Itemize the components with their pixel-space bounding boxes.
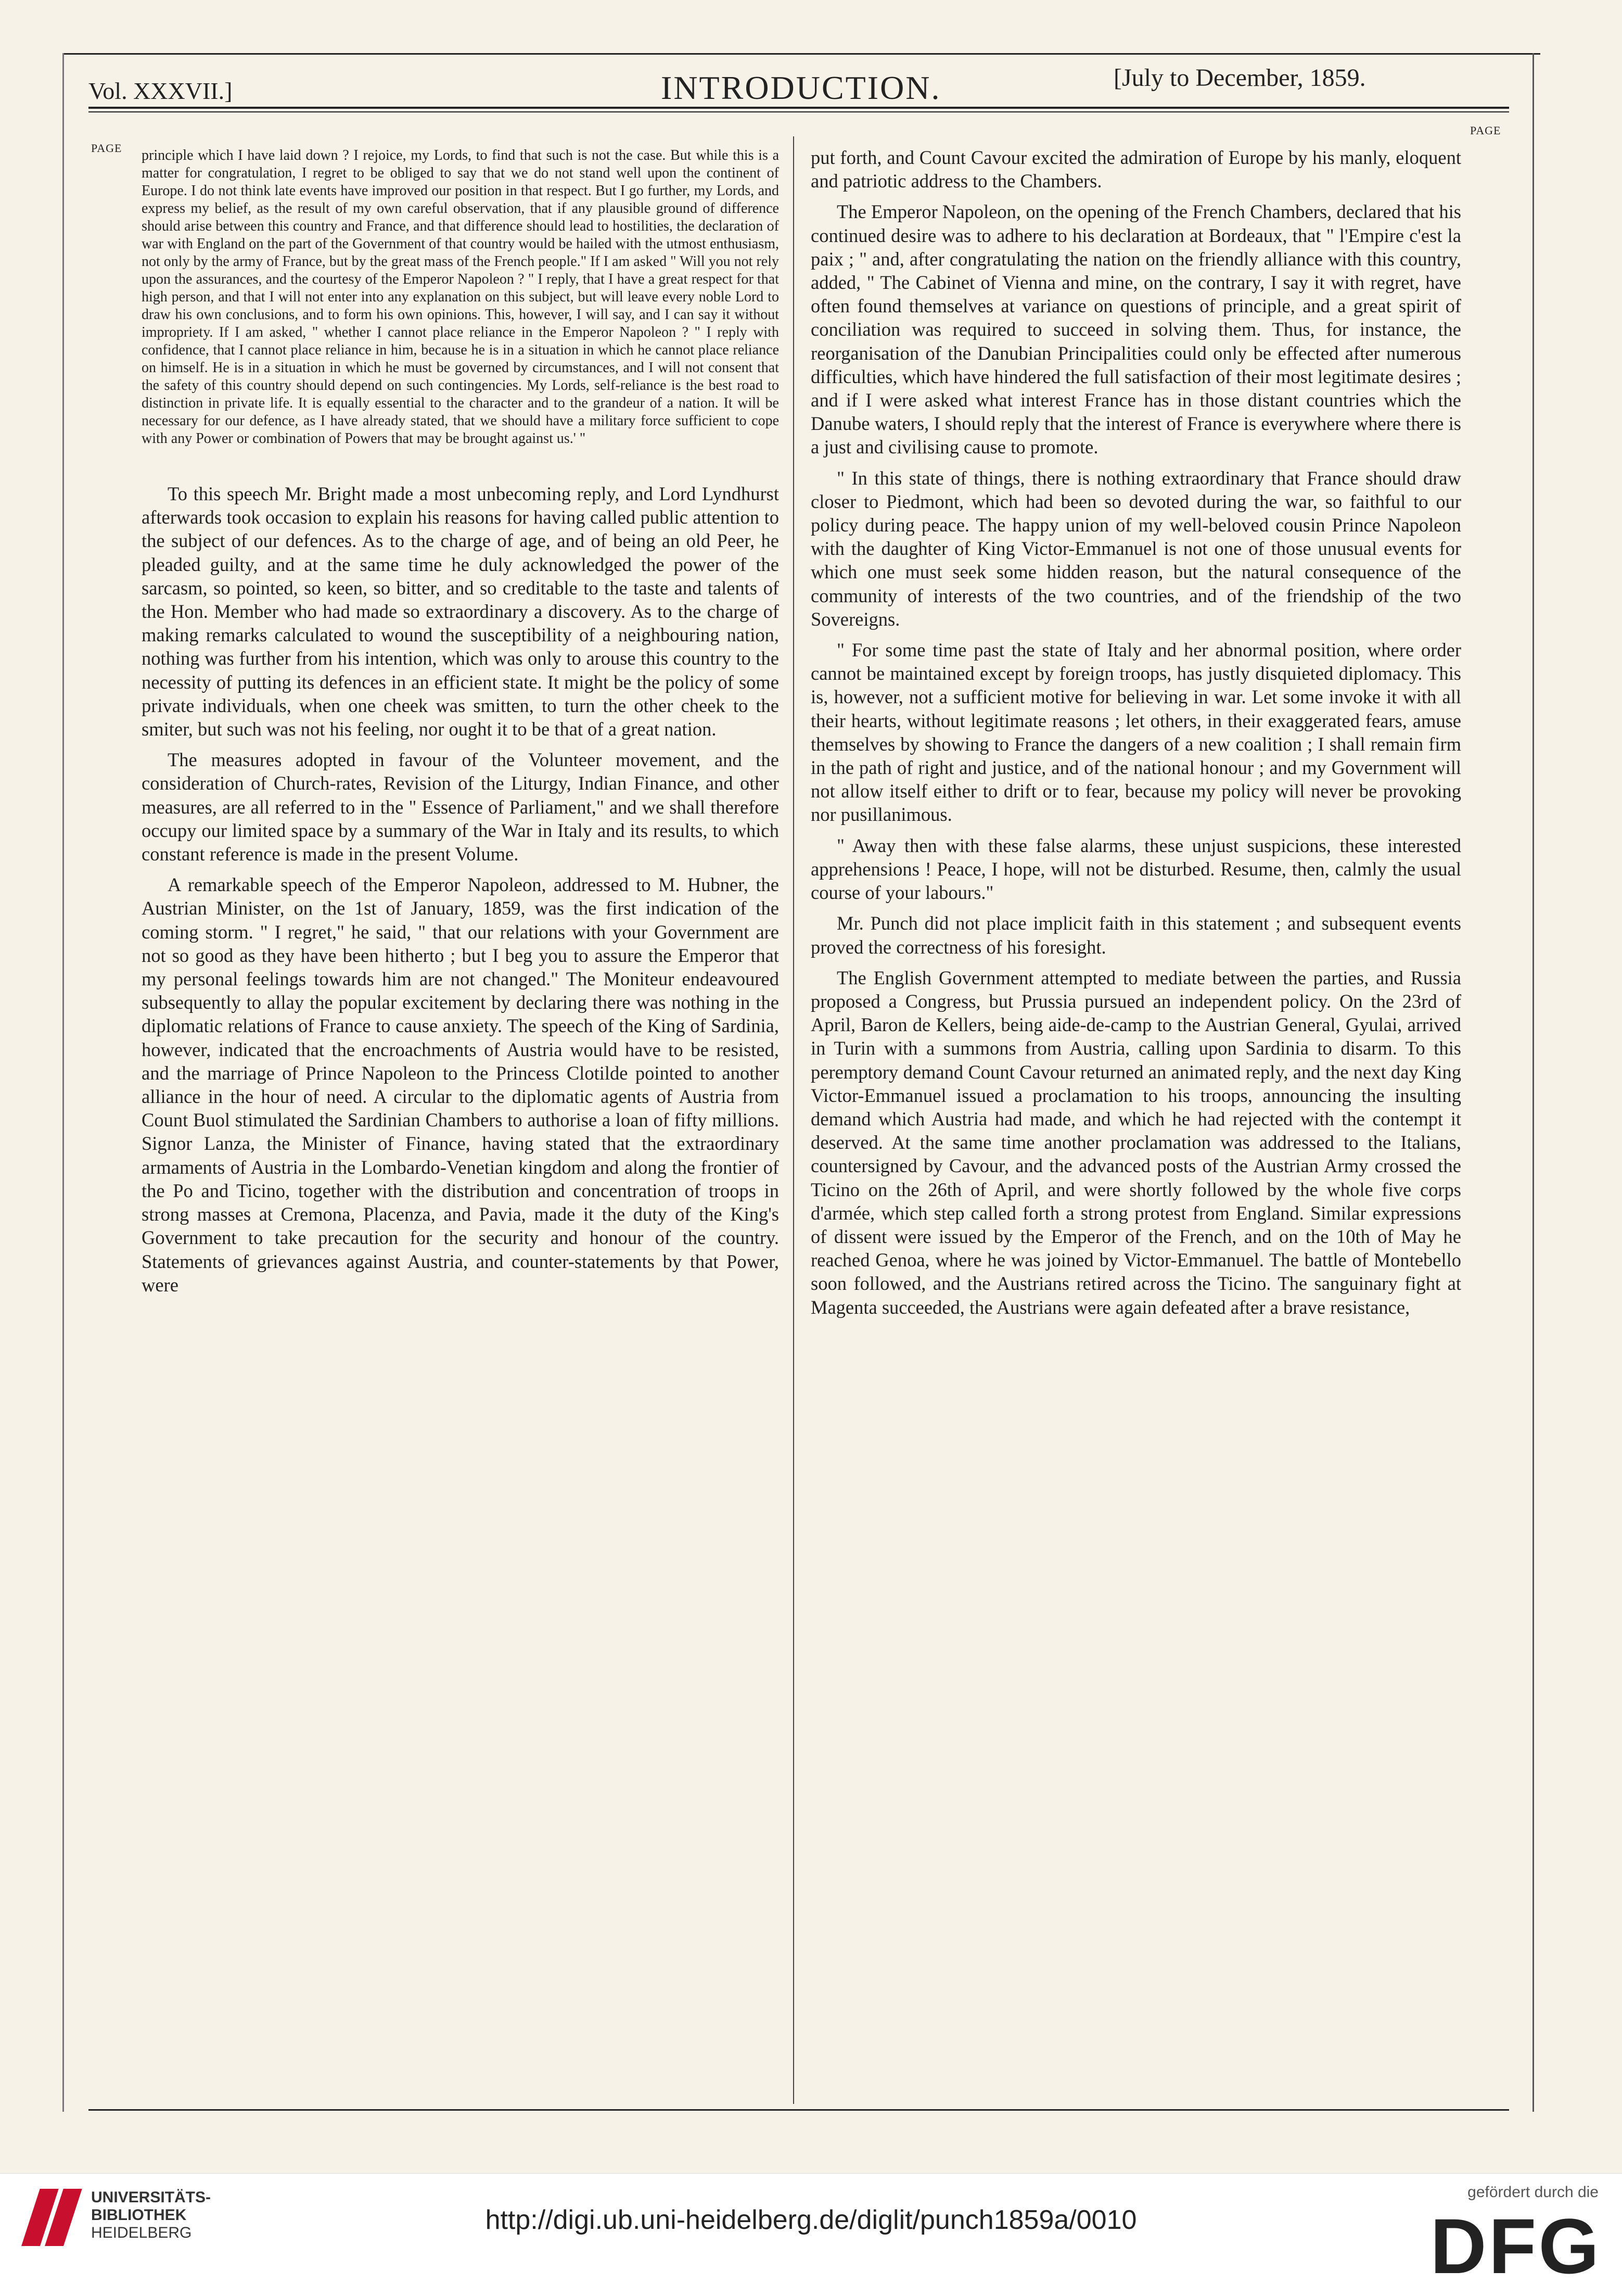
top-border [62,53,1540,55]
right-paragraph-1: put forth, and Count Cavour excited the admiration of Europe by his manly, eloquent and patriotic address to the Chambers. [811,147,1461,192]
volume-label: Vol. XXXVII.] [88,78,233,104]
right-column [811,146,1461,1326]
quoted-speech: principle which I have laid down ? I rejoice, my Lords, to find that such is not the case. But while this is a matter for congratulation, I regret to be obliged to say that we do not stand well upon the continent of Europe. I do not think late events have improved our position in that respect. But I go further, my Lords, and express my belief, as the result of my own careful observation, that if any plausible ground of difference should arise between this country and France, and that difference should lead to hostilities, the declaration of war with England on the part of the Government of that country would be hailed with the utmost enthusiasm, not only by the army of France, but by the great mass of the French people." If I am asked " Will you not rely upon the assurances, and the courtesy of the Emperor Napoleon ? " I reply, that I have a great respect for that high person, and that I will not enter into any explanation on this subject, but will leave every noble Lord to draw his own conclusions, and to form his own opinions. This, however, I will say, and I can say it without impropriety. If I am asked, " whether I cannot place reliance in the Emperor Napoleon ? " I reply with confidence, that I cannot place reliance in him, because he is in a situation in which he cannot place reliance on himself. He is in a situation in which he must be governed by circumstances, and I will not consent that the safety of this country should depend on such contingencies. My Lords, self-reliance is the best road to distinction in private life. It is equally essential to the character and to the grandeur of a nation. It will be necessary for our defence, as I have already stated, that we should have a military force sufficient to cope with any Power or combination of Powers that may be brought against us.' " [142,147,779,447]
funding-note: gefördert durch die [1467,2184,1599,2201]
page-label-right: PAGE [1470,124,1501,137]
left-paragraph-2: The measures adopted in favour of the Volunteer movement, and the consideration of Church-rates, Revision of the Liturgy, Indian Finance, and other measures, are all referred to in the " Essence of Parliament," and we shall therefore occupy our limited space by a summary of the War in Italy and its results, to which constant reference is made in the present Volume. [142,749,779,865]
left-column [142,147,779,1304]
library-line-2: BIBLIOTHEK [91,2206,187,2224]
right-paragraph-3: " In this state of things, there is nothing extraordinary that France should draw closer to Piedmont, which had been so devoted during the war, so faithful to our policy during peace. The happy union of my well-beloved cousin Prince Napoleon with the daughter of King Victor-Emmanuel is not one of those unusual events for which one must seek some hidden reason, but the natural consequence of the community of interests of the two countries, and of the friendship of the two Sovereigns. [811,467,1461,630]
left-paragraph-1: To this speech Mr. Bright made a most unbecoming reply, and Lord Lyndhurst afterwards took occasion to explain his reasons for having called public attention to the subject of our defences. As to the charge of age, and of being an old Peer, he pleaded guilty, and at the same time he duly acknowledged the power of the sarcasm, so pointed, so keen, so bitter, and so creditable to the taste and talents of the Hon. Member who had made so extraordinary a discovery. As to the charge of making remarks calculated to wound the susceptibility of a neighbouring nation, nothing was further from his intention, which was only to arouse this country to the necessity of putting its defences in an efficient state. It might be the policy of some private individuals, when one cheek was smitten, to turn the other cheek to the smiter, but such was not his feeling, nor ought it to be that of a great nation. [142,483,779,740]
header-rule-thin [88,111,1509,112]
dfg-logo: DFG [1430,2202,1601,2290]
column-divider [793,136,794,2104]
library-line-3: HEIDELBERG [91,2224,192,2241]
bottom-rule [88,2109,1509,2111]
right-paragraph-7: The English Government attempted to mediate between the parties, and Russia proposed a Congress, but Prussia pursued an independent policy. On the 23rd of April, Baron de Kellers, being aide-de-camp to the Austrian General, Gyulai, arrived in Turin with a summons from Austria, calling upon Sardinia to disarm. To this peremptory demand Count Cavour returned an animated reply, and the next day King Victor-Emmanuel issued a proclamation to his troops, announcing the insulting demand which Austria had made, and which he had rejected with the contempt it deserved. At the same time another proclamation was addressed to the Italians, countersigned by Cavour, and the advanced posts of the Austrian Army crossed the Ticino on the 26th of April, and were shortly followed by the whole five corps d'armée, which step called forth a strong protest from England. Similar expressions of dissent were issued by the Emperor of the French, and on the 10th of May he reached Genoa, where he was joined by Victor-Emmanuel. The battle of Montebello soon followed, and the Austrians retired across the Ticino. The sanguinary fight at Magenta succeeded, the Austrians were again defeated after a brave resistance, [811,967,1461,1318]
left-edge-rule [62,53,64,2112]
right-edge-rule [1532,53,1534,2112]
left-paragraph-3: A remarkable speech of the Emperor Napoleon, addressed to M. Hubner, the Austrian Minister, on the 1st of January, 1859, was the first indication of the coming storm. " I regret," he said, " that our relations with your Government are not so good as they have been hitherto ; but I beg you to assure the Emperor that my personal feelings towards him are not changed." The Moniteur endeavoured subsequently to allay the popular excitement by declaring there was nothing in the diplomatic relations of France to cause anxiety. The speech of the King of Sardinia, however, indicated that the encroachments of Austria would have to be resisted, and the marriage of Prince Napoleon to the Princess Clotilde pointed to another alliance in the hour of need. A circular to the diplomatic agents of Austria from Count Buol stimulated the Sardinian Chambers to authorise a loan of fifty millions. Signor Lanza, the Minister of Finance, having stated that the extraordinary armaments of Austria in the Lombardo-Venetian kingdom and along the frontier of the Po and Ticino, together with the distribution and concentration of troops in strong masses at Cremona, Placenza, and Pavia, made it the duty of the King's Government to take precaution for the security and honour of the country. Statements of grievances against Austria, and counter-statements by that Power, were [142,874,779,1296]
page-label-left: PAGE [91,142,122,155]
right-paragraph-4: " For some time past the state of Italy and her abnormal position, where order cannot be maintained except by foreign troops, has justly disquieted diplomacy. This is, however, not a sufficient motive for believing in war. Let some invoke it with all their hearts, without legitimate reasons ; let others, in their exaggerated fears, amuse themselves by showing to France the dangers of a new coalition ; I shall remain firm in the path of right and justice, and of the national honour ; and my Government will not allow itself either to drift or to fear, because my policy will never be provoking nor pusillanimous. [811,639,1461,826]
page-title: INTRODUCTION. [661,69,941,106]
source-url-link[interactable]: http://digi.ub.uni-heidelberg.de/diglit/punch1859a/0010 [485,2205,1137,2235]
header-rule [88,107,1509,109]
right-paragraph-2: The Emperor Napoleon, on the opening of the French Chambers, declared that his continued desire was to adhere to his declaration at Bordeaux, that " l'Empire c'est la paix ; " and, after congratulating the nation on the friendly alliance with this country, added, " The Cabinet of Vienna and mine, on the contrary, I say it with regret, have often found themselves at variance on questions of principle, and a great spirit of conciliation was required to succeed in solving them. Thus, for instance, the reorganisation of the Danubian Principalities could only be effected after numerous difficulties, which have hindered the full satisfaction of their most legitimate desires ; and if I were asked what interest France has in those distant countries which the Danube waters, I should reply that the interest of France is everywhere where there is a just and civilising cause to promote. [811,201,1461,458]
right-paragraph-5: " Away then with these false alarms, these unjust suspicions, these interested apprehensions ! Peace, I hope, will not be disturbed. Resume, then, calmly the usual course of your labours." [811,834,1461,904]
library-line-1: UNIVERSITÄTS- [91,2189,211,2206]
right-paragraph-6: Mr. Punch did not place implicit faith in this statement ; and subsequent events proved the correctness of his foresight. [811,912,1461,958]
date-range: [July to December, 1859. [1114,64,1366,92]
